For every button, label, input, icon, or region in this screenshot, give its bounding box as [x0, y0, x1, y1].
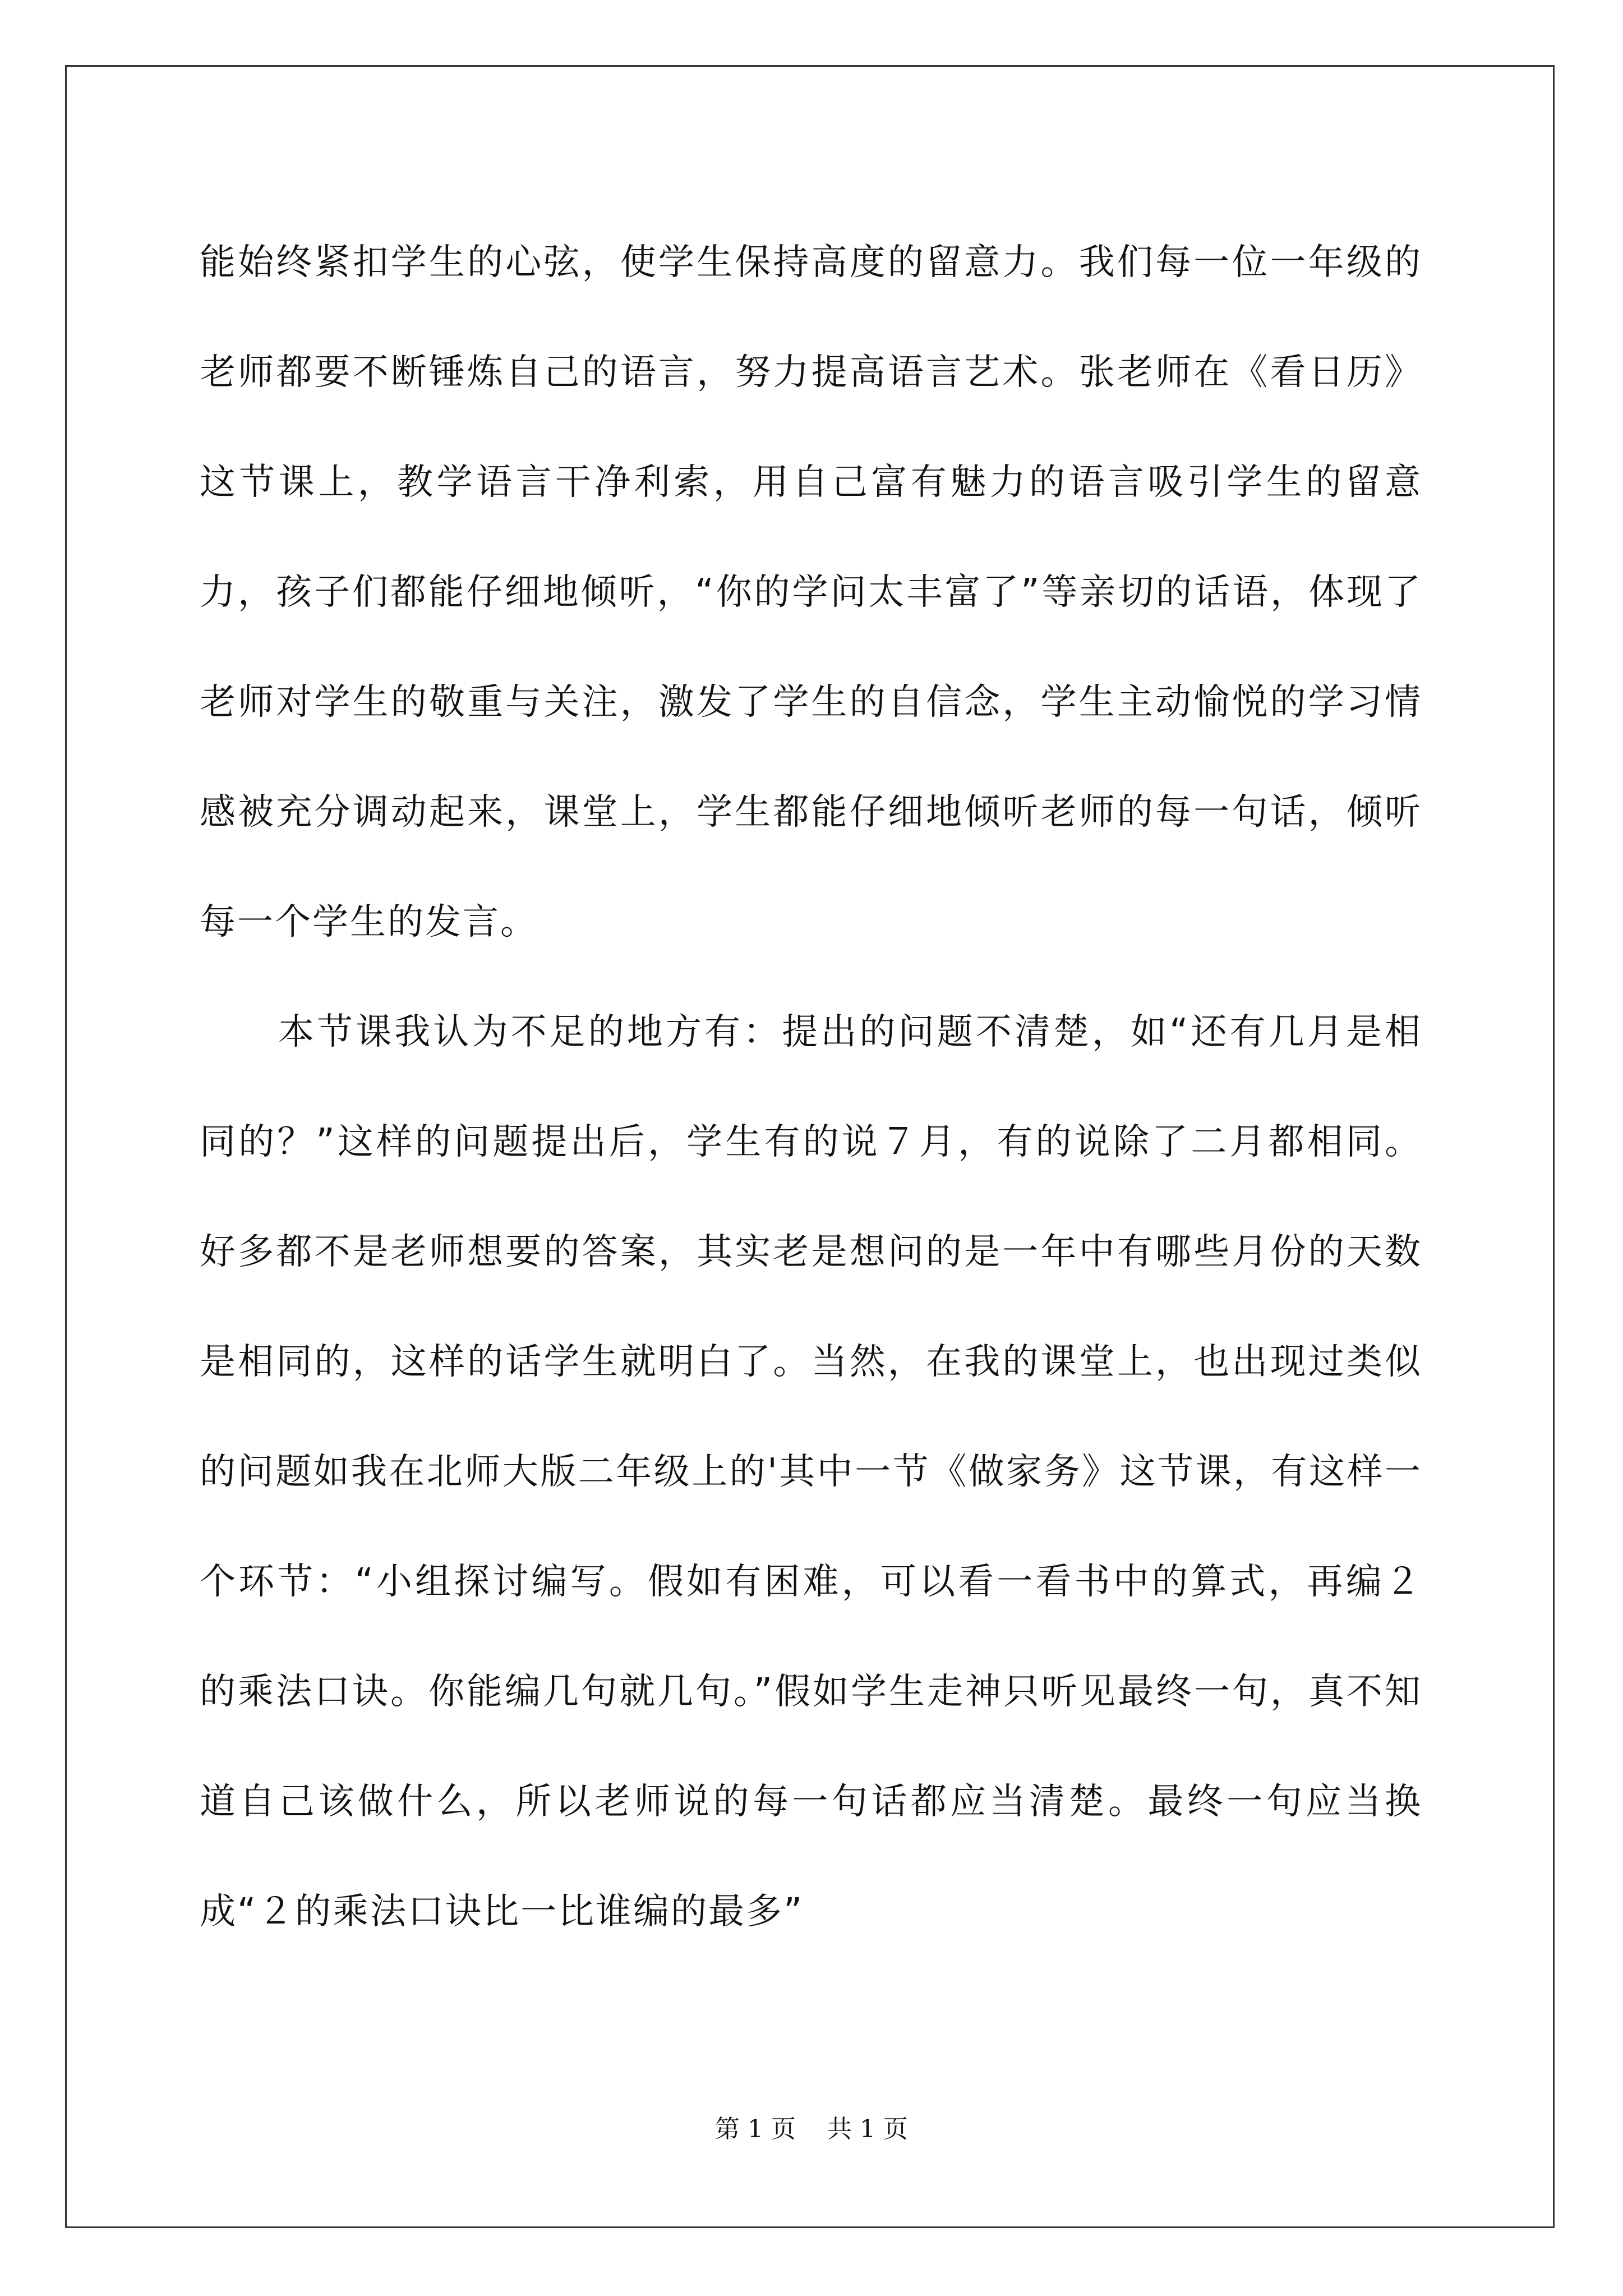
page-number-footer: 第 1 页 共 1 页 — [715, 2115, 908, 2143]
document-body — [200, 208, 1422, 1967]
paragraph-2: 本节课我认为不足的地方有：提出的问题不清楚，如“还有几月是相同的？”这样的问题提出后，学生有的说７月，有的说除了二月都相同。好多都不是老师想要的答案，其实老是想问的是一年中有哪些月份的天数是相同的，这样的话学生就明白了。当然，在我的课堂上，也出现过类似的问题如我在北师大版二年级上的'其中一节《做家务》这节课，有这样一个环节：“小组探讨编写。假如有困难，可以看一看书中的算式，再编２的乘法口诀。你能编几句就几句。”假如学生走神只听见最终一句，真不知道自己该做什么，所以老师说的每一句话都应当清楚。最终一句应当换成“２的乘法口诀比一比谁编的最多” — [200, 1011, 1422, 1932]
paragraph-1: 能始终紧扣学生的心弦，使学生保持高度的留意力。我们每一位一年级的老师都要不断锤炼自己的语言，努力提高语言艺术。张老师在《看日历》这节课上，教学语言干净利索，用自己富有魅力的语言吸引学生的留意力，孩子们都能仔细地倾听，“你的学问太丰富了”等亲切的话语，体现了老师对学生的敬重与关注，激发了学生的自信念，学生主动愉悦的学习情感被充分调动起来，课堂上，学生都能仔细地倾听老师的每一句话，倾听每一个学生的发言。 — [200, 242, 1422, 943]
